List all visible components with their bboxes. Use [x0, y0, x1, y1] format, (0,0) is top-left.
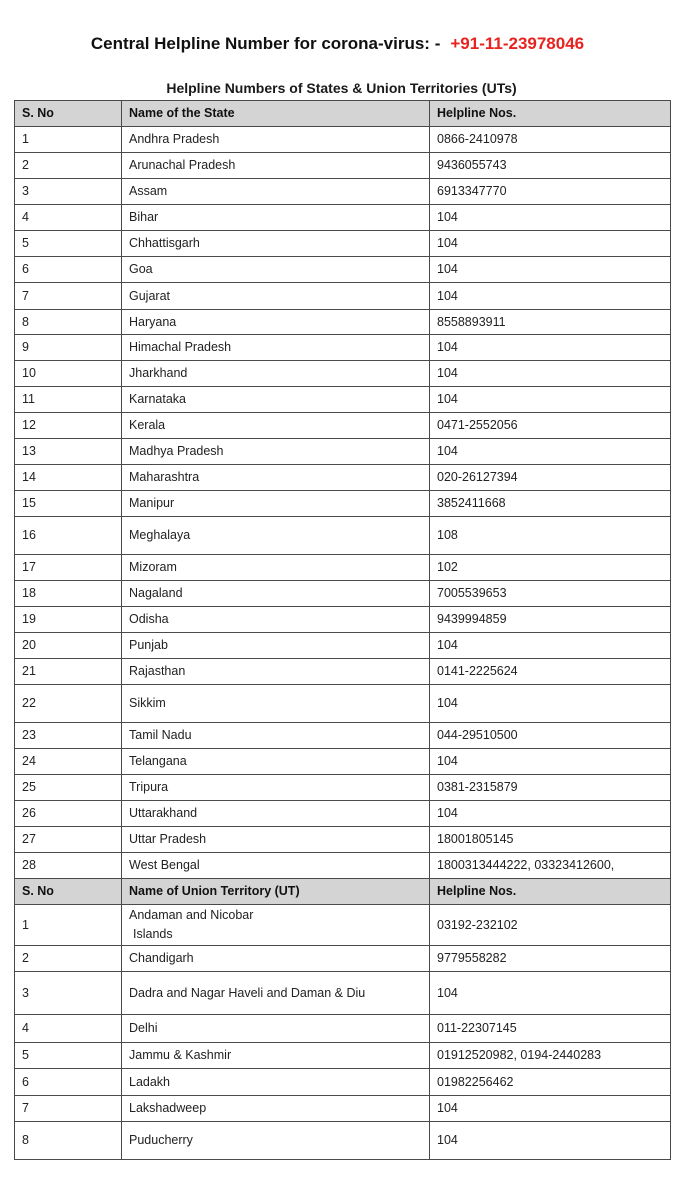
state-name: Arunachal Pradesh [122, 153, 430, 179]
ut-helpline: 104 [430, 1122, 671, 1160]
state-helpline: 7005539653 [430, 581, 671, 607]
state-name: Jharkhand [122, 361, 430, 387]
state-helpline: 8558893911 [430, 310, 671, 335]
helpline-table [14, 100, 671, 1160]
state-sno: 21 [15, 659, 122, 685]
state-row [15, 153, 671, 179]
ut-row [15, 1069, 671, 1096]
state-name: Uttarakhand [122, 801, 430, 827]
ut-sno: 1 [15, 905, 122, 946]
ut-sno: 4 [15, 1015, 122, 1043]
state-helpline: 6913347770 [430, 179, 671, 205]
state-name: Telangana [122, 749, 430, 775]
state-helpline: 0141-2225624 [430, 659, 671, 685]
ut-sno: 6 [15, 1069, 122, 1096]
ut-helpline: 104 [430, 1096, 671, 1122]
state-row [15, 607, 671, 633]
state-name: Tamil Nadu [122, 723, 430, 749]
ut-sno: 8 [15, 1122, 122, 1160]
state-name: West Bengal [122, 853, 430, 879]
state-helpline: 9436055743 [430, 153, 671, 179]
state-sno: 12 [15, 413, 122, 439]
state-sno: 24 [15, 749, 122, 775]
state-name: Meghalaya [122, 517, 430, 555]
state-sno: 6 [15, 257, 122, 283]
ut-sno: 5 [15, 1043, 122, 1069]
state-row [15, 775, 671, 801]
state-row [15, 335, 671, 361]
ut-sno: 2 [15, 946, 122, 972]
ut-row [15, 1043, 671, 1069]
ut-row [15, 946, 671, 972]
state-helpline: 104 [430, 205, 671, 231]
ut-helpline: 03192-232102 [430, 905, 671, 946]
state-name: Karnataka [122, 387, 430, 413]
state-sno: 26 [15, 801, 122, 827]
state-name: Chhattisgarh [122, 231, 430, 257]
table-title: Helpline Numbers of States & Union Territories (UTs) [166, 80, 517, 96]
state-helpline: 0866-2410978 [430, 127, 671, 153]
state-name: Andhra Pradesh [122, 127, 430, 153]
state-name: Maharashtra [122, 465, 430, 491]
state-name: Kerala [122, 413, 430, 439]
state-helpline: 044-29510500 [430, 723, 671, 749]
state-name: Uttar Pradesh [122, 827, 430, 853]
state-sno: 5 [15, 231, 122, 257]
ut-helpline: 104 [430, 972, 671, 1015]
state-row [15, 205, 671, 231]
state-name: Manipur [122, 491, 430, 517]
state-helpline: 020-26127394 [430, 465, 671, 491]
state-sno: 7 [15, 283, 122, 310]
state-helpline: 9439994859 [430, 607, 671, 633]
state-helpline: 104 [430, 257, 671, 283]
state-row [15, 633, 671, 659]
state-name: Madhya Pradesh [122, 439, 430, 465]
state-row [15, 827, 671, 853]
state-sno: 10 [15, 361, 122, 387]
ut-sno: 3 [15, 972, 122, 1015]
states-header-row [15, 101, 671, 127]
state-row [15, 801, 671, 827]
state-sno: 25 [15, 775, 122, 801]
ut-row [15, 905, 671, 946]
state-name: Mizoram [122, 555, 430, 581]
state-row [15, 555, 671, 581]
central-helpline-heading [0, 34, 675, 54]
state-helpline: 104 [430, 335, 671, 361]
state-sno: 14 [15, 465, 122, 491]
state-row [15, 491, 671, 517]
ut-name [122, 905, 430, 946]
uts-header-row [15, 879, 671, 905]
state-row [15, 581, 671, 607]
state-helpline: 3852411668 [430, 491, 671, 517]
state-sno: 18 [15, 581, 122, 607]
state-name: Gujarat [122, 283, 430, 310]
ut-row [15, 1122, 671, 1160]
state-sno: 2 [15, 153, 122, 179]
state-sno: 19 [15, 607, 122, 633]
state-helpline: 108 [430, 517, 671, 555]
state-name: Tripura [122, 775, 430, 801]
header-helpline: Helpline Nos. [430, 101, 671, 127]
state-helpline: 0381-2315879 [430, 775, 671, 801]
ut-row [15, 1096, 671, 1122]
state-row [15, 179, 671, 205]
state-row [15, 723, 671, 749]
ut-name: Jammu & Kashmir [122, 1043, 430, 1069]
state-helpline: 104 [430, 439, 671, 465]
central-helpline-number: +91-11-23978046 [450, 34, 585, 53]
ut-row [15, 972, 671, 1015]
state-helpline: 102 [430, 555, 671, 581]
state-helpline: 104 [430, 685, 671, 723]
ut-helpline: 01912520982, 0194-2440283 [430, 1043, 671, 1069]
ut-name: Lakshadweep [122, 1096, 430, 1122]
state-row [15, 361, 671, 387]
ut-helpline: 011-22307145 [430, 1015, 671, 1043]
state-name: Nagaland [122, 581, 430, 607]
state-sno: 27 [15, 827, 122, 853]
central-helpline-label: Central Helpline Number for corona-virus: - [90, 34, 441, 53]
state-name: Assam [122, 179, 430, 205]
ut-name: Delhi [122, 1015, 430, 1043]
state-sno: 4 [15, 205, 122, 231]
ut-name: Puducherry [122, 1122, 430, 1160]
state-helpline: 104 [430, 231, 671, 257]
header-sno: S. No [15, 101, 122, 127]
state-sno: 1 [15, 127, 122, 153]
state-sno: 17 [15, 555, 122, 581]
state-name: Rajasthan [122, 659, 430, 685]
state-sno: 15 [15, 491, 122, 517]
state-row [15, 231, 671, 257]
state-row [15, 439, 671, 465]
state-helpline: 104 [430, 283, 671, 310]
state-sno: 20 [15, 633, 122, 659]
header-sno: S. No [15, 879, 122, 905]
ut-name: Dadra and Nagar Haveli and Daman & Diu [122, 972, 430, 1015]
state-row [15, 853, 671, 879]
ut-helpline: 9779558282 [430, 946, 671, 972]
state-row [15, 749, 671, 775]
state-row [15, 685, 671, 723]
state-name: Sikkim [122, 685, 430, 723]
ut-name-line2: Islands [133, 927, 173, 941]
state-sno: 11 [15, 387, 122, 413]
state-name: Bihar [122, 205, 430, 231]
header-helpline: Helpline Nos. [430, 879, 671, 905]
state-helpline: 18001805145 [430, 827, 671, 853]
state-sno: 22 [15, 685, 122, 723]
state-name: Himachal Pradesh [122, 335, 430, 361]
state-sno: 28 [15, 853, 122, 879]
state-row [15, 387, 671, 413]
state-row [15, 127, 671, 153]
header-state-name: Name of the State [122, 101, 430, 127]
state-helpline: 104 [430, 749, 671, 775]
state-helpline: 0471-2552056 [430, 413, 671, 439]
ut-sno: 7 [15, 1096, 122, 1122]
ut-row [15, 1015, 671, 1043]
ut-name: Ladakh [122, 1069, 430, 1096]
state-helpline: 104 [430, 361, 671, 387]
state-name: Punjab [122, 633, 430, 659]
state-helpline: 104 [430, 387, 671, 413]
state-row [15, 659, 671, 685]
header-ut-name: Name of Union Territory (UT) [122, 879, 430, 905]
state-row [15, 283, 671, 310]
state-sno: 8 [15, 310, 122, 335]
state-sno: 16 [15, 517, 122, 555]
ut-name-line1: Andaman and Nicobar [129, 908, 254, 922]
state-name: Odisha [122, 607, 430, 633]
state-row [15, 465, 671, 491]
state-row [15, 310, 671, 335]
ut-helpline: 01982256462 [430, 1069, 671, 1096]
state-name: Haryana [122, 310, 430, 335]
ut-name: Chandigarh [122, 946, 430, 972]
state-row [15, 413, 671, 439]
state-row [15, 257, 671, 283]
state-row [15, 517, 671, 555]
state-helpline: 1800313444222, 03323412600, [430, 853, 671, 879]
state-sno: 3 [15, 179, 122, 205]
state-helpline: 104 [430, 801, 671, 827]
state-sno: 13 [15, 439, 122, 465]
state-sno: 23 [15, 723, 122, 749]
state-helpline: 104 [430, 633, 671, 659]
state-name: Goa [122, 257, 430, 283]
state-sno: 9 [15, 335, 122, 361]
